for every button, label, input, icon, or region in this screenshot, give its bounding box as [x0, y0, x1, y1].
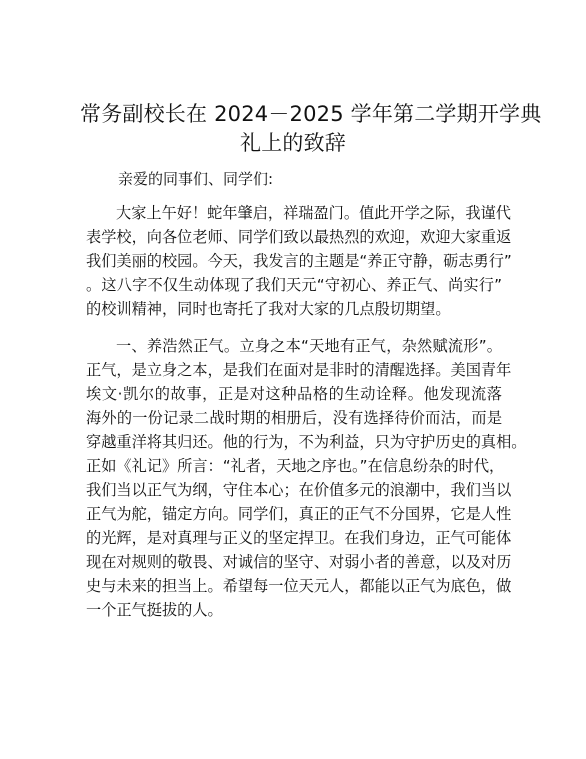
salutation: 亲爱的同事们、同学们:: [118, 170, 274, 188]
paragraph-line: 正如《礼记》所言：“礼者，天地之序也。”在信息纷杂的时代，: [86, 457, 505, 475]
paragraph-line: 正气为舵，锚定方向。同学们，真正的正气不分国界，它是人性: [86, 505, 512, 523]
document-body: [86, 167, 527, 635]
paragraph-line: 大家上午好！蛇年肇启，祥瑞盈门。值此开学之际，我谨代: [116, 204, 511, 222]
paragraph-line: 一、养浩然正气。立身之本“天地有正气，杂然赋流形”。: [116, 337, 502, 355]
paragraph-greeting: [86, 201, 512, 321]
paragraph-line: 一个正气挺拔的人。: [86, 601, 223, 619]
paragraph-line: 的光辉，是对真理与正义的坚定捍卫。在我们身边，正气可能体: [86, 529, 512, 547]
paragraph-line: 史与未来的担当上。希望每一位天元人，都能以正气为底色，做: [86, 577, 512, 595]
document-title: [80, 100, 542, 158]
paragraph-line: 埃文·凯尔的故事，正是对这种品格的生动诠释。他发现流落: [86, 385, 502, 403]
paragraph-line: 正气，是立身之本，是我们在面对是非时的清醒选择。美国青年: [86, 361, 512, 379]
title-line-1: 常务副校长在 2024－2025 学年第二学期开学典: [80, 102, 542, 126]
paragraph-line: 现在对规则的敬畏、对诚信的坚守、对弱小者的善意，以及对历: [86, 553, 512, 571]
paragraph-line: 的校训精神，同时也寄托了我对大家的几点殷切期望。: [86, 300, 451, 318]
title-line-2: 礼上的致辞: [240, 131, 346, 155]
paragraph-righteousness: [86, 334, 527, 622]
paragraph-line: 我们美丽的校园。今天，我发言的主题是“养正守静，砺志勇行”: [86, 252, 512, 270]
paragraph-line: 穿越重洋将其归还。他的行为，不为利益，只为守护历史的真相。: [86, 433, 527, 451]
paragraph-line: 。这八字不仅生动体现了我们天元“守初心、养正气、尚实行”: [86, 276, 502, 294]
paragraph-line: 表学校，向各位老师、同学们致以最热烈的欢迎，欢迎大家重返: [86, 228, 512, 246]
paragraph-line: 我们当以正气为纲，守住本心；在价值多元的浪潮中，我们当以: [86, 481, 512, 499]
paragraph-line: 海外的一份记录二战时期的相册后，没有选择待价而沽，而是: [86, 409, 502, 427]
